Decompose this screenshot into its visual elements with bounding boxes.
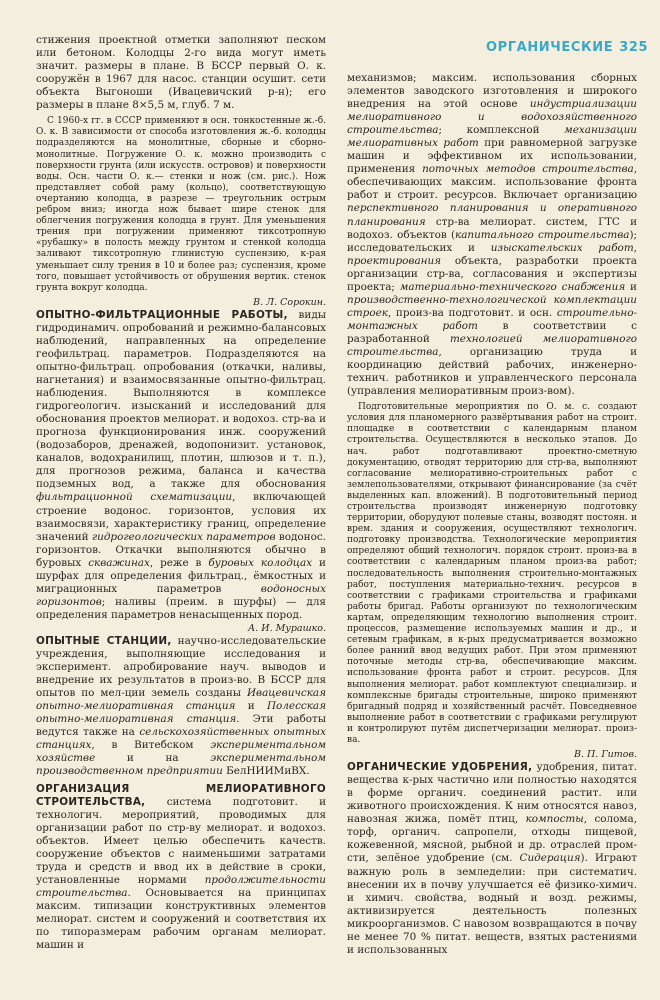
right-column bbox=[347, 72, 637, 957]
small-print-paragraph: Подготовительные мероприятия по О. м. с. создают условия для планомерного развёртывания работ на строит. площадке в соответствии с календарным планом строительства. Осуществляются в несколько этапов. До нач. работ подготавливают проектно-сметную документацию, отводят территорию для стр-ва, выполняют согласование мелиоративно-строительных работ с землепользователями, открывают финансирование (за счёт выделенных кап. вложений). В подготовительный период строительства производят инженерную подготовку территории, оборудуют полевые станы, возводят постоян. и врем. здания и сооружения, осуществляют технологич. подготовку производства. Технологические мероприятия определяют общий технологич. порядок строит. произ-ва в соответствии с календарным планом произ-ва работ; последовательность выполнения строительно-монтажных работ, поступления материально-технич. ресурсов в соответствии с графиками строительства и графиками работы бригад. Работы организуют по технологическим картам, определяющим технологию выполнения строит. процессов, размещение используемых машин и др., и сетевым графикам, в к-рых предусматривается возможно более ранний ввод ведущих работ. При этом применяют поточные методы стр-ва, обеспечивающие максим. использование фронта работ и строит. ресурсов. Для выполнения мелиорат. работ комплектуют специализир. и комплексные бригады строительные, широко применяют бригадный подряд и хозяйственный расчёт. Повседневное выполнение работ в соответствии с графиками регулируют и контролируют путём диспетчеризации мелиорат. произ-ва. bbox=[347, 402, 637, 745]
small-print-paragraph: С 1960-х гг. в СССР применяют в осн. тонкостенные ж.-б. О. к. В зависимости от способа изготовления ж.-б. колодцы подразделяются на монолитные, сборные и сборно-монолитные. Погружение О. к. можно производить с поверхности грунта (или искусств. островов) и поверхности воды. Осн. части О. к.— стенки и нож (см. рис.). Нож представляет собой раму (кольцо), соответствующую очертанию колодца, в разрезе — треугольник острым ребром вниз; иногда нож бывает шире стенок для облегчения погружения колодца в грунт. Для уменьшения трения при погружении применяют тиксотропную «рубашку» в полость между грунтом и стенкой колодца заливают тиксотропную глинистую суспензию, к-рая уменьшает силу трения в 10 и более раз; суспензия, кроме того, повышает устойчивость от обрушения вертик. стенок грунта вокруг колодца. bbox=[36, 116, 326, 293]
author-signature: В. П. Гитов. bbox=[573, 749, 637, 761]
entry-opytno-filtratsionnye-raboty: ОПЫТНО-ФИЛЬТРАЦИОННЫЕ РАБОТЫ, виды гидродинамич. опробований и режимно-балансовых наблюдений, направленных на определение геофильтрац. параметров. Подразделяются на опытно-фильтрац. опробования (откачки, наливы, нагнетания) и взаимосвязанные опытно-фильтрац. наблюдения. Выполняются в комплексе гидрогеологич. изысканий и исследований для обоснования проектов мелиорат. и водохоз. стр-ва и прогноза функционирования инж. сооружений (водозаборов, дренажей, водопонизит. установок, каналов, водохранилищ, плотин, шлюзов и т. п.), для прогнозов режима, баланса и качества подземных вод, а также для обоснования фильтрационной схематизации, включающей строение водонос. горизонтов, условия их взаимосвязи, характеристику границ, определение значений гидрогеологических параметров водонос. горизонтов. Откачки выполняются обычно в буровых скважинах, реже в буровых колодцах и шурфах для определения фильтрац., ёмкостных и миграционных параметров водоносных горизонтов; наливы (преим. в шурфы) — для определения параметров ненасыщенных пород. bbox=[36, 308, 326, 621]
author-signature: А. И. Мурашко. bbox=[248, 622, 326, 634]
running-header bbox=[486, 40, 648, 55]
paragraph: механизмов; максим. использования сборных элементов заводского изготовления и широкого внедрения на этой основе индустриализации мелиоративного и водохозяйственного строительства; комплексной механизации мелиоративных работ при равномерной загрузке машин и эффективном их использовании, применения поточных методов строительства, обеспечивающих максим. использование фронта работ и строит. ресурсов. Включает организацию перспективного планирования и оперативного планирования стр-ва мелиорат. систем, ГТС и водохоз. объектов (капитального строительства); исследовательских и изыскательских работ, проектирования объекта, разработки проекта организации стр-ва, согласования и экспертизы проекта; материально-технического снабжения и производственно-технологической комплектации строек, произ-ва подготовит. и осн. строительно-монтажных работ в соответствии с разработанной технологией мелиоративного строительства, организацию труда и координацию действий рабочих, инженерно-технич. работников и управленческого персонала (управления мелиоративным произ-вом). bbox=[347, 72, 638, 398]
left-column bbox=[36, 34, 326, 952]
entry-organicheskie-udobreniya: ОРГАНИЧЕСКИЕ УДОБРЕНИЯ, удобрения, питат. вещества к-рых частично или полностью находятся в форме органич. соединений растит. или животного происхождения. К ним относятся навоз, навозная жижа, помёт птиц, компосты, солома, торф, органич. сапропели, отходы пищевой, кожевенной, мясной, рыбной и др. отраслей пром-сти, зелёное удобрение (см. Сидерация). Играют важную роль в земледелии: при систематич. внесении их в почву улучшается её физико-химич. и химич. свойства, водный и возд. режимы, активизируется деятельность полезных микроорганизмов. С навозом возвращаются в почву не менее 70 % питат. веществ, взятых растениями и использованных bbox=[347, 761, 638, 956]
author-signature: В. Л. Сорокин. bbox=[253, 296, 326, 308]
page-number: 325 bbox=[619, 40, 649, 55]
running-header-title: ОРГАНИЧЕСКИЕ bbox=[486, 40, 614, 55]
paragraph: стижения проектной отметки заполняют песком или бетоном. Колодцы 2-го вида могут иметь значит. размеры в плане. В БССР первый О. к. сооружён в 1967 для насос. станции осушит. сети объекта Выгоноши (Ивацевичский р-н); его размеры в плане 8×5,5 м, глуб. 7 м. bbox=[36, 34, 326, 112]
entry-heading: ОРГАНИЧЕСКИЕ УДОБРЕНИЯ, bbox=[347, 761, 533, 774]
entry-heading: ОПЫТНЫЕ СТАНЦИИ, bbox=[36, 635, 172, 647]
entry-opytnye-stantsii: ОПЫТНЫЕ СТАНЦИИ, научно-исследовательские учреждения, выполняющие исследования и эксперимент. апробирование науч. выводов и внедрение их результатов в произ-во. В БССР для опытов по мел-ции земель созданы Ивацевичская опытно-мелиоративная станция и Полесская опытно-мелиоративная станция. Эти работы ведутся также на сельскохозяйственных опытных станциях, в Витебском экспериментальном хозяйстве и на экспериментальном производственном предприятии БелНИИМиВХ. bbox=[36, 635, 327, 778]
entry-organizatsiya-stroitelstva: ОРГАНИЗАЦИЯ МЕЛИОРАТИВНОГО СТРОИТЕЛЬСТВА, система подготовит. и технологич. мероприятий, проводимых для организации работ по стр-ву мелиорат. и водохоз. объектов. Имеет целью обеспечить качеств. сооружение объектов с наименьшими затратами труда и средств и ввод их в действие в сроки, установленные нормами продолжительности строительства. Основывается на принципах максим. типизации конструктивных элементов мелиорат. систем и сооружений и соответствия их по типоразмерам рабочим органам мелиорат. машин и bbox=[36, 782, 326, 952]
entry-heading: ОРГАНИЗАЦИЯ МЕЛИОРАТИВНОГО СТРОИТЕЛЬСТВА, bbox=[36, 782, 326, 808]
entry-heading: ОПЫТНО-ФИЛЬТРАЦИОННЫЕ РАБОТЫ, bbox=[36, 308, 288, 321]
